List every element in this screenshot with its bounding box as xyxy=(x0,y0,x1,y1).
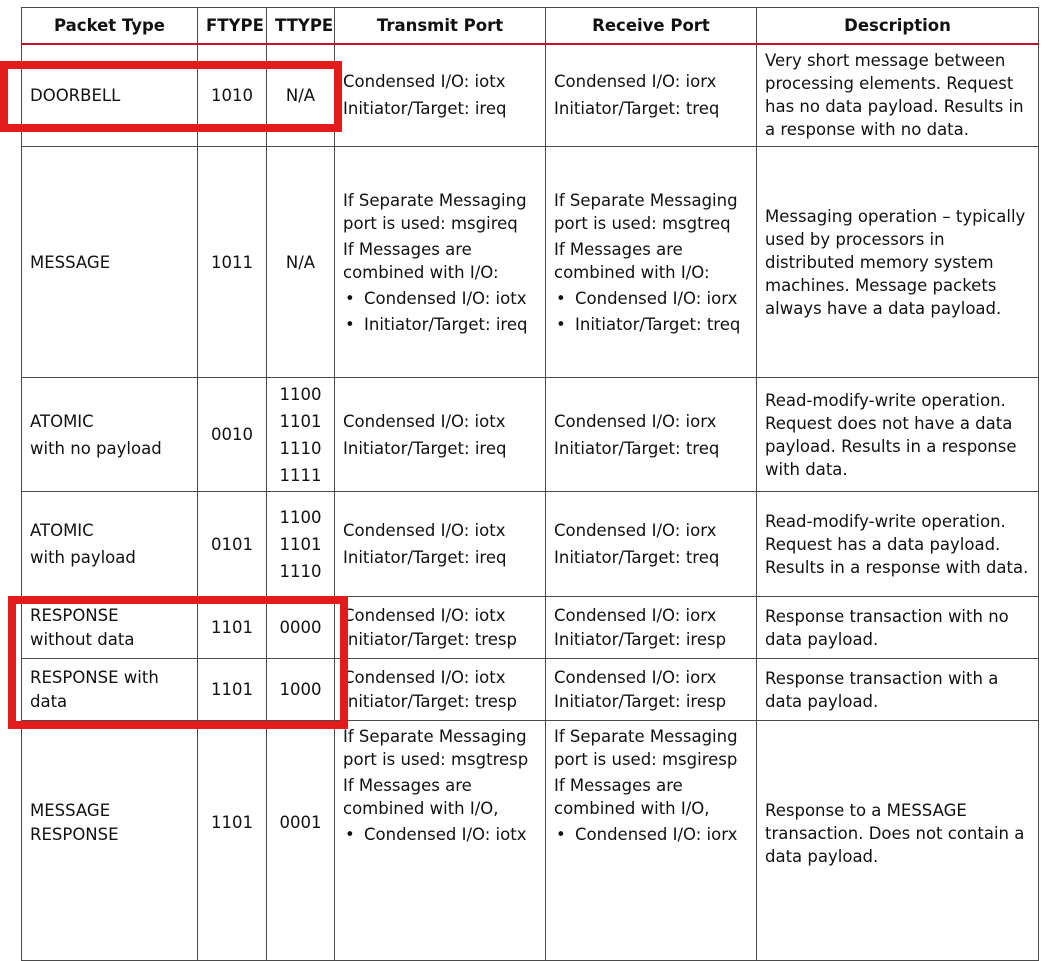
ttype-value: 1110 xyxy=(279,438,322,458)
packet-type-cell xyxy=(22,147,198,378)
table-row xyxy=(22,597,1039,659)
port-line: Condensed I/O: iorx xyxy=(554,72,717,92)
ttype-cell xyxy=(267,492,335,597)
port-line: Condensed I/O: iorx xyxy=(554,667,717,687)
packet-type-text: RESPONSE xyxy=(30,825,119,844)
port-bullet: • Initiator/Target: treq xyxy=(554,313,748,336)
ttype-value: N/A xyxy=(285,252,316,272)
header-row xyxy=(22,8,1039,44)
transmit-port-cell xyxy=(335,492,546,597)
ttype-value: 0001 xyxy=(279,813,322,832)
ftype-cell: 1101 xyxy=(198,721,267,961)
transmit-port-cell xyxy=(335,378,546,492)
ttype-cell xyxy=(267,44,335,147)
packet-type-cell xyxy=(22,378,198,492)
port-line: Condensed I/O: iorx xyxy=(554,411,717,431)
receive-port-cell xyxy=(546,492,757,597)
table-row xyxy=(22,659,1039,721)
receive-port-cell xyxy=(546,147,757,378)
port-bullet-list xyxy=(343,287,537,336)
port-bullet-list xyxy=(343,823,537,846)
transmit-port-cell xyxy=(335,659,546,721)
port-bullet: • Condensed I/O: iotx xyxy=(343,287,537,310)
port-line: Initiator/Target: ireq xyxy=(343,548,507,567)
description-cell: Response transaction with a data payload. xyxy=(757,659,1039,721)
port-line: Condensed I/O: iorx xyxy=(554,521,717,540)
port-paragraph: If Messages are combined with I/O: xyxy=(343,239,499,282)
packet-type-text: ATOMIC xyxy=(30,411,94,431)
packet-type-cell xyxy=(22,597,198,659)
ftype-cell: 1101 xyxy=(198,597,267,659)
table-row xyxy=(22,492,1039,597)
packet-type-text: RESPONSE with xyxy=(30,667,159,687)
transmit-port-cell xyxy=(335,597,546,659)
header-ftype: FTYPE xyxy=(198,8,267,44)
ftype-cell: 1011 xyxy=(198,147,267,378)
ftype-cell: 0101 xyxy=(198,492,267,597)
packet-type-table xyxy=(21,7,1039,961)
ttype-value: 1110 xyxy=(279,561,322,581)
port-line: Initiator/Target: iresp xyxy=(554,629,727,649)
port-paragraph: If Messages are combined with I/O, xyxy=(554,776,710,818)
packet-type-text: data xyxy=(30,691,68,711)
ttype-value: N/A xyxy=(285,85,316,105)
header-transmit-port: Transmit Port xyxy=(335,8,546,44)
transmit-port-cell xyxy=(335,44,546,147)
port-line: Initiator/Target: tresp xyxy=(343,629,517,649)
ttype-value: 1111 xyxy=(279,465,322,485)
ftype-cell: 1010 xyxy=(198,44,267,147)
port-line: Condensed I/O: iotx xyxy=(343,667,506,687)
table-row xyxy=(22,147,1039,378)
transmit-port-cell xyxy=(335,721,546,961)
port-paragraph: If Separate Messaging port is used: msgtresp xyxy=(343,727,529,769)
packet-type-cell xyxy=(22,492,198,597)
packet-type-text: with payload xyxy=(30,548,136,567)
port-paragraph: If Messages are combined with I/O: xyxy=(554,239,710,282)
port-line: Initiator/Target: treq xyxy=(554,99,720,119)
receive-port-cell xyxy=(546,721,757,961)
port-paragraph: If Separate Messaging port is used: msgtreq xyxy=(554,190,738,233)
port-bullet: • Initiator/Target: ireq xyxy=(343,313,537,336)
ttype-cell xyxy=(267,659,335,721)
packet-type-text: ATOMIC xyxy=(30,521,94,540)
packet-type-text: MESSAGE xyxy=(30,252,111,272)
port-paragraph: If Separate Messaging port is used: msgiresp xyxy=(554,727,738,769)
table-row xyxy=(22,378,1039,492)
packet-type-text: MESSAGE xyxy=(30,801,111,820)
port-line: Initiator/Target: treq xyxy=(554,438,720,458)
port-line: Initiator/Target: ireq xyxy=(343,438,507,458)
port-bullet: • Condensed I/O: iorx xyxy=(554,823,748,846)
packet-type-text: with no payload xyxy=(30,438,162,458)
ttype-value: 1100 xyxy=(279,384,322,404)
ttype-cell xyxy=(267,597,335,659)
ftype-cell: 1101 xyxy=(198,659,267,721)
port-line: Initiator/Target: treq xyxy=(554,548,720,567)
receive-port-cell xyxy=(546,659,757,721)
port-bullet-list xyxy=(554,823,748,846)
port-line: Condensed I/O: iorx xyxy=(554,605,717,625)
port-line: Condensed I/O: iotx xyxy=(343,521,506,540)
table-row xyxy=(22,721,1039,961)
port-line: Initiator/Target: iresp xyxy=(554,691,727,711)
ttype-cell xyxy=(267,378,335,492)
port-line: Initiator/Target: tresp xyxy=(343,691,517,711)
description-cell: Very short message between processing elements. Request has no data payload. Results in a response with no data. xyxy=(757,44,1039,147)
description-cell: Read-modify-write operation. Request has a data payload. Results in a response with data. xyxy=(757,492,1039,597)
port-paragraph: If Messages are combined with I/O, xyxy=(343,776,499,818)
receive-port-cell xyxy=(546,44,757,147)
ttype-cell xyxy=(267,721,335,961)
ttype-cell xyxy=(267,147,335,378)
ttype-value: 1101 xyxy=(279,534,322,554)
packet-type-cell xyxy=(22,659,198,721)
ttype-value: 1101 xyxy=(279,411,322,431)
description-cell: Response to a MESSAGE transaction. Does not contain a data payload. xyxy=(757,721,1039,961)
receive-port-cell xyxy=(546,597,757,659)
packet-type-text: without data xyxy=(30,629,135,649)
port-bullet: • Condensed I/O: iorx xyxy=(554,287,748,310)
ttype-value: 1100 xyxy=(279,507,322,527)
port-paragraph: If Separate Messaging port is used: msgireq xyxy=(343,190,527,233)
port-bullet: • Condensed I/O: iotx xyxy=(343,823,537,846)
description-cell: Read-modify-write operation. Request does not have a data payload. Results in a response with data. xyxy=(757,378,1039,492)
port-bullet-list xyxy=(554,287,748,336)
transmit-port-cell xyxy=(335,147,546,378)
port-line: Condensed I/O: iotx xyxy=(343,605,506,625)
port-line: Condensed I/O: iotx xyxy=(343,72,506,92)
packet-type-text: RESPONSE xyxy=(30,605,119,625)
ttype-value: 1000 xyxy=(279,680,322,699)
description-cell: Messaging operation – typically used by processors in distributed memory system machines. Message packets always have a data payload. xyxy=(757,147,1039,378)
header-ttype: TTYPE xyxy=(267,8,335,44)
port-line: Initiator/Target: ireq xyxy=(343,99,507,119)
header-packet-type: Packet Type xyxy=(22,8,198,44)
receive-port-cell xyxy=(546,378,757,492)
ftype-cell: 0010 xyxy=(198,378,267,492)
header-description: Description xyxy=(757,8,1039,44)
ttype-value: 0000 xyxy=(279,618,322,637)
header-receive-port: Receive Port xyxy=(546,8,757,44)
packet-type-cell xyxy=(22,721,198,961)
packet-type-text: DOORBELL xyxy=(30,85,121,105)
table-row xyxy=(22,44,1039,147)
port-line: Condensed I/O: iotx xyxy=(343,411,506,431)
packet-type-cell xyxy=(22,44,198,147)
description-cell: Response transaction with no data payload. xyxy=(757,597,1039,659)
